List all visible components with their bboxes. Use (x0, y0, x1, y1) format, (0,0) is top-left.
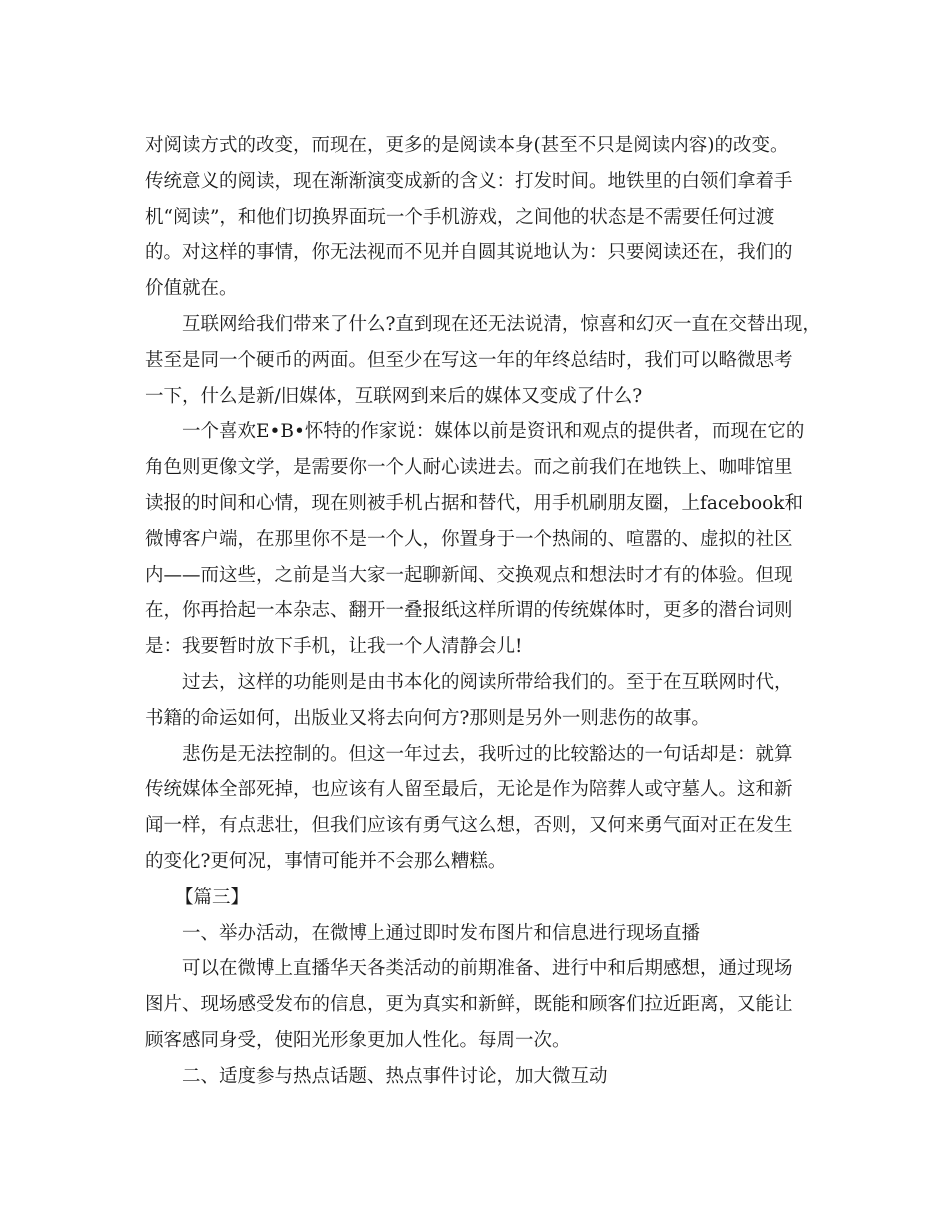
text-line: 闻一样，有点悲壮，但我们应该有勇气这么想，否则，又何来勇气面对正在发生 (145, 815, 793, 837)
paragraph-first-line: 可以在微博上直播华天各类活动的前期准备、进行中和后期感想，通过现场 (182, 958, 793, 980)
text-line: 图片、现场感受发布的信息，更为真实和新鲜，既能和顾客们拉近距离，又能让 (145, 994, 793, 1016)
text-line: 对阅读方式的改变，而现在，更多的是阅读本身(甚至不只是阅读内容)的改变。 (145, 135, 789, 156)
paragraph-first-line: 悲伤是无法控制的。但这一年过去，我听过的比较豁达的一句话却是：就算 (182, 743, 793, 765)
document-body (145, 128, 835, 1095)
text-line: 内——而这些，之前是当大家一起聊新闻、交换观点和想法时才有的体验。但现 (145, 564, 793, 586)
text-line: 在，你再拾起一本杂志、翻开一叠报纸这样所谓的传统媒体时，更多的潜台词则 (145, 600, 793, 622)
text-line: 书籍的命运如何，出版业又将去向何方?那则是另外一则悲伤的故事。 (145, 707, 710, 729)
text-line: 一下，什么是新/旧媒体，互联网到来后的媒体又变成了什么? (145, 385, 643, 407)
subheading-line: 二、适度参与热点话题、热点事件讨论，加大微互动 (182, 1065, 608, 1087)
text-line: 的变化?更何况，事情可能并不会那么糟糕。 (145, 850, 507, 872)
subheading-line: 一、举办活动，在微博上通过即时发布图片和信息进行现场直播 (182, 922, 701, 944)
text-line: 顾客感同身受，使阳光形象更加人性化。每周一次。 (145, 1029, 571, 1051)
text-line: 微博客户端，在那里你不是一个人，你置身于一个热闹的、喧嚣的、虚拟的社区 (145, 528, 793, 550)
text-line: 读报的时间和心情，现在则被手机占据和替代，用手机刷朋友圈，上facebook和 (145, 492, 804, 514)
text-line: 传统媒体全部死掉，也应该有人留至最后，无论是作为陪葬人或守墓人。这和新 (145, 779, 793, 801)
text-line: 价值就在。 (145, 278, 238, 300)
section-heading: 【篇三】 (175, 886, 250, 908)
text-line: 机“阅读”，和他们切换界面玩一个手机游戏，之间他的状态是不需要任何过渡 (145, 206, 775, 228)
paragraph-first-line: 互联网给我们带来了什么?直到现在还无法说清，惊喜和幻灭一直在交替出现， (182, 313, 821, 335)
paragraph-first-line: 一个喜欢E•B•怀特的作家说：媒体以前是资讯和观点的提供者，而现在它的 (182, 421, 805, 443)
paragraph-first-line: 过去，这样的功能则是由书本化的阅读所带给我们的。至于在互联网时代， (182, 671, 793, 693)
text-line: 角色则更像文学，是需要你一个人耐心读进去。而之前我们在地铁上、咖啡馆里 (145, 457, 793, 479)
text-line: 的。对这样的事情，你无法视而不见并自圆其说地认为：只要阅读还在，我们的 (145, 242, 793, 264)
text-line: 传统意义的阅读，现在渐渐演变成新的含义：打发时间。地铁里的白领们拿着手 (145, 170, 793, 192)
text-line: 甚至是同一个硬币的两面。但至少在写这一年的年终总结时，我们可以略微思考 (145, 349, 793, 371)
text-line: 是：我要暂时放下手机，让我一个人清静会儿! (145, 636, 523, 658)
